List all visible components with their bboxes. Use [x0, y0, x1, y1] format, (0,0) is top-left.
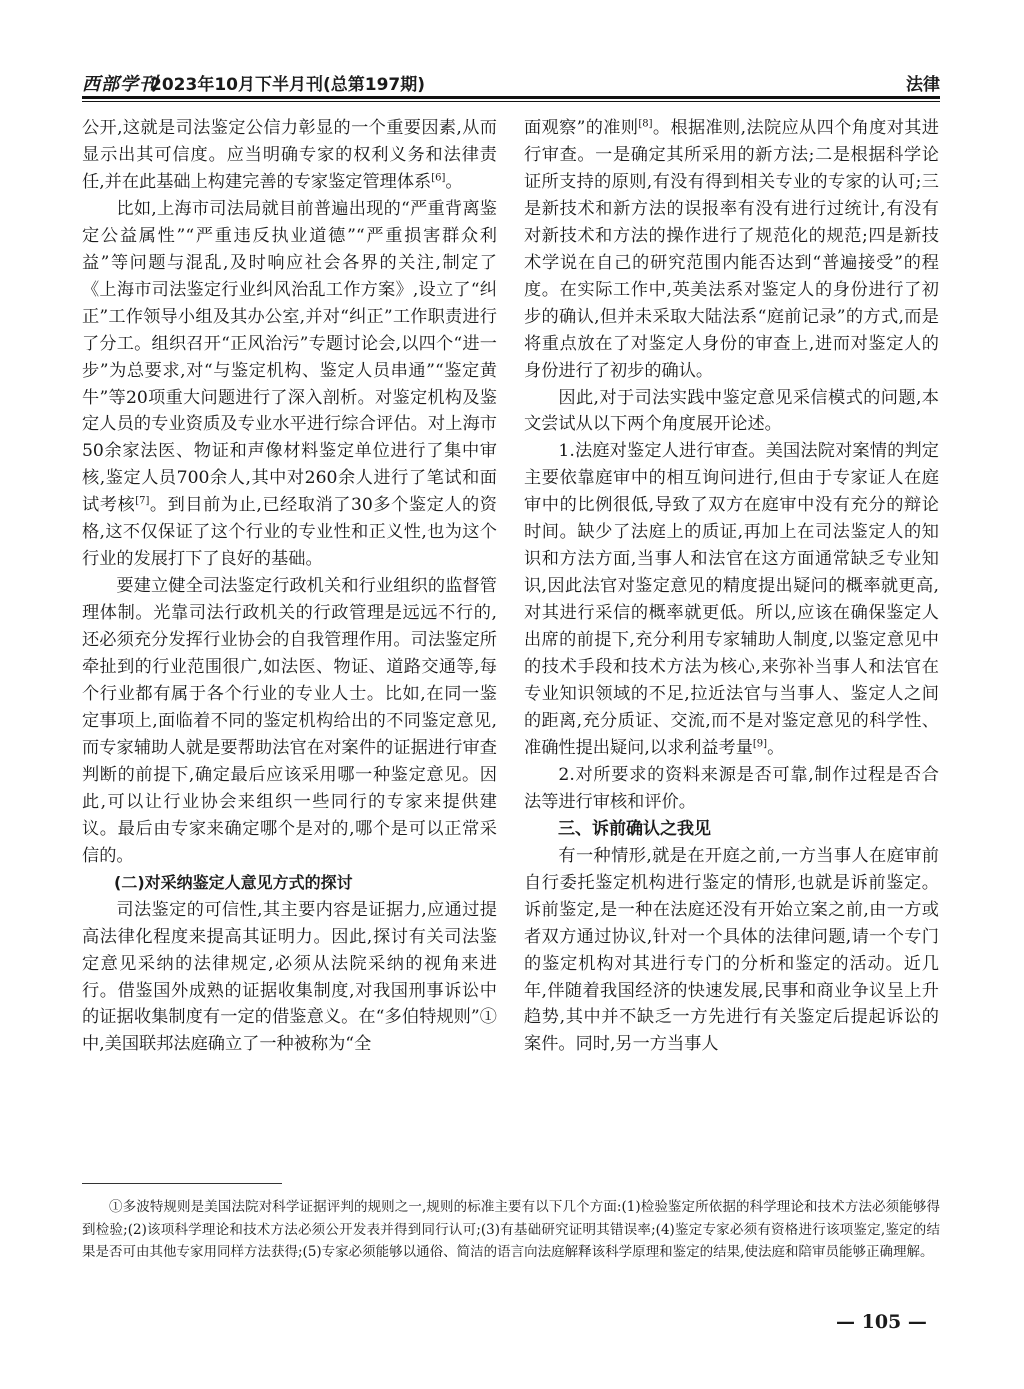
citation: [6] [431, 172, 446, 184]
paragraph: 要建立健全司法鉴定行政机关和行业组织的监督管理体制。光靠司法行政机关的行政管理是远远不行的,还必须充分发挥行业协会的自我管理作用。司法鉴定所牵扯到的行业范围很广,如法医、物证、道路交通等,每个行业都有属于各个行业的专业人士。比如,在同一鉴定事项上,面临着不同的鉴定机构给出的不同鉴定意见,而专家辅助人就是要帮助法官在对案件的证据进行审查判断的前提下,确定最后应该采用哪一种鉴定意见。因此,可以让行业协会来组织一些同行的专家来提供建议。最后由专家来确定哪个是对的,哪个是可以正常采信的。 [82, 576, 497, 866]
header-rule-thin [82, 101, 940, 102]
paragraph: 2.对所要求的资料来源是否可靠,制作过程是否合法等进行审核和评价。 [524, 764, 939, 812]
paragraph: 比如,上海市司法局就目前普遍出现的“严重背离鉴定公益属性”“严重违反执业道德”“严重损害群众利益”等问题与混乱,及时响应社会各界的关注,制定了《上海市司法鉴定行业纠风治乱工作方案》,设立了“纠正”工作领导小组及其办公室,并对“纠正”工作职责进行了分工。组织召开“正风治污”专题讨论会,以四个“进一步”为总要求,对“与鉴定机构、鉴定人员串通”“鉴定黄牛”等20项重大问题进行了深入剖析。对鉴定机构及鉴定人员的专业资质及专业水平进行综合评估。对上海市50余家法医、物证和声像材料鉴定单位进行了集中审核,鉴定人员700余人,其中对260余人进行了笔试和面试考核[7]。到目前为止,已经取消了30多个鉴定人的资格,这不仅保证了这个行业的专业性和正义性,也为这个行业的发展打下了良好的基础。 [82, 198, 497, 570]
section-name: 法律 [906, 75, 940, 95]
footnote-rule [82, 1183, 282, 1184]
footnote: ①多波特规则是美国法院对科学证据评判的规则之一,规则的标准主要有以下几个方面:(1)检验鉴定所依据的科学理论和技术方法必须能够得到检验;(2)该项科学理论和技术方法必须公开发表并得到同行认可;(3)有基础研究证明其错误率;(4)鉴定专家必须有资格进行该项鉴定,鉴定的结果是否可由其他专家用同样方法获得;(5)专家必须能够以通俗、简洁的语言向法庭解释该科学原理和鉴定的结果,使法庭和陪审员能够正确理解。 [82, 1199, 940, 1260]
paragraph: 公开,这就是司法鉴定公信力彰显的一个重要因素,从而显示出其可信度。应当明确专家的权利义务和法律责任,并在此基础上构建完善的专家鉴定管理体系[6]。 [82, 118, 497, 192]
paragraph: 1.法庭对鉴定人进行审查。美国法院对案情的判定主要依靠庭审中的相互询问进行,但由于专家证人在庭审中的比例很低,导致了双方在庭审中没有充分的辩论时间。缺少了法庭上的质证,再加上在司法鉴定人的知识和方法方面,当事人和法官在这方面通常缺乏专业知识,因此法官对鉴定意见的精度提出疑问的概率就更高,对其进行采信的概率就更低。所以,应该在确保鉴定人出席的前提下,充分利用专家辅助人制度,以鉴定意见中的技术手段和技术方法为核心,来弥补当事人和法官在专业知识领域的不足,拉近法官与当事人、鉴定人之间的距离,充分质证、交流,而不是对鉴定意见的科学性、准确性提出疑问,以求利益考量[9]。 [524, 441, 939, 758]
issue-info: 2023年10月下半月刊(总第197期) [150, 75, 425, 95]
left-column [82, 115, 497, 1058]
paragraph: 司法鉴定的可信性,其主要内容是证据力,应通过提高法律化程度来提高其证明力。因此,探讨有关司法鉴定意见采纳的法律规定,必须从法院采纳的视角来进行。借鉴国外成熟的证据收集制度,对我国刑事诉讼中的证据收集制度有一定的借鉴意义。在“多伯特规则”①中,美国联邦法庭确立了一种被称为“全 [82, 899, 497, 1055]
section-heading: 三、诉前确认之我见 [558, 818, 711, 839]
header-rule [82, 96, 940, 99]
paragraph: 有一种情形,就是在开庭之前,一方当事人在庭审前自行委托鉴定机构进行鉴定的情形,也就是诉前鉴定。诉前鉴定,是一种在法庭还没有开始立案之前,由一方或者双方通过协议,针对一个具体的法律问题,请一个专门的鉴定机构对其进行专门的分析和鉴定的活动。近几年,伴随着我国经济的快速发展,民事和商业争议呈上升趋势,其中并不缺乏一方先进行有关鉴定后提起诉讼的案件。同时,另一方当事人 [524, 845, 939, 1055]
page-number: — 105 — [836, 1311, 927, 1333]
paragraph: 面观察”的准则[8]。根据准则,法院应从四个角度对其进行审查。一是确定其所采用的新方法;二是根据科学论证所支持的原则,有没有得到相关专业的专家的认可;三是新技术和新方法的误报率有没有进行过统计,有没有对新技术和方法的操作进行了规范化的规范;四是新技术学说在自己的研究范围内能否达到“普遍接受”的程度。在实际工作中,英美法系对鉴定人的身份进行了初步的确认,但并未采取大陆法系“庭前记录”的方式,而是将重点放在了对鉴定人身份的审查上,进而对鉴定人的身份进行了初步的确认。 [524, 118, 939, 381]
right-column [524, 115, 939, 1058]
citation: [8] [638, 118, 653, 130]
running-header [82, 64, 940, 94]
citation: [9] [752, 738, 768, 750]
paragraph: 因此,对于司法实践中鉴定意见采信模式的问题,本文尝试从以下两个角度展开论述。 [524, 387, 939, 435]
journal-logo: 西部学刊 [82, 74, 158, 95]
citation: [7] [135, 495, 150, 507]
section-heading: (二)对采纳鉴定人意见方式的探讨 [114, 872, 353, 892]
